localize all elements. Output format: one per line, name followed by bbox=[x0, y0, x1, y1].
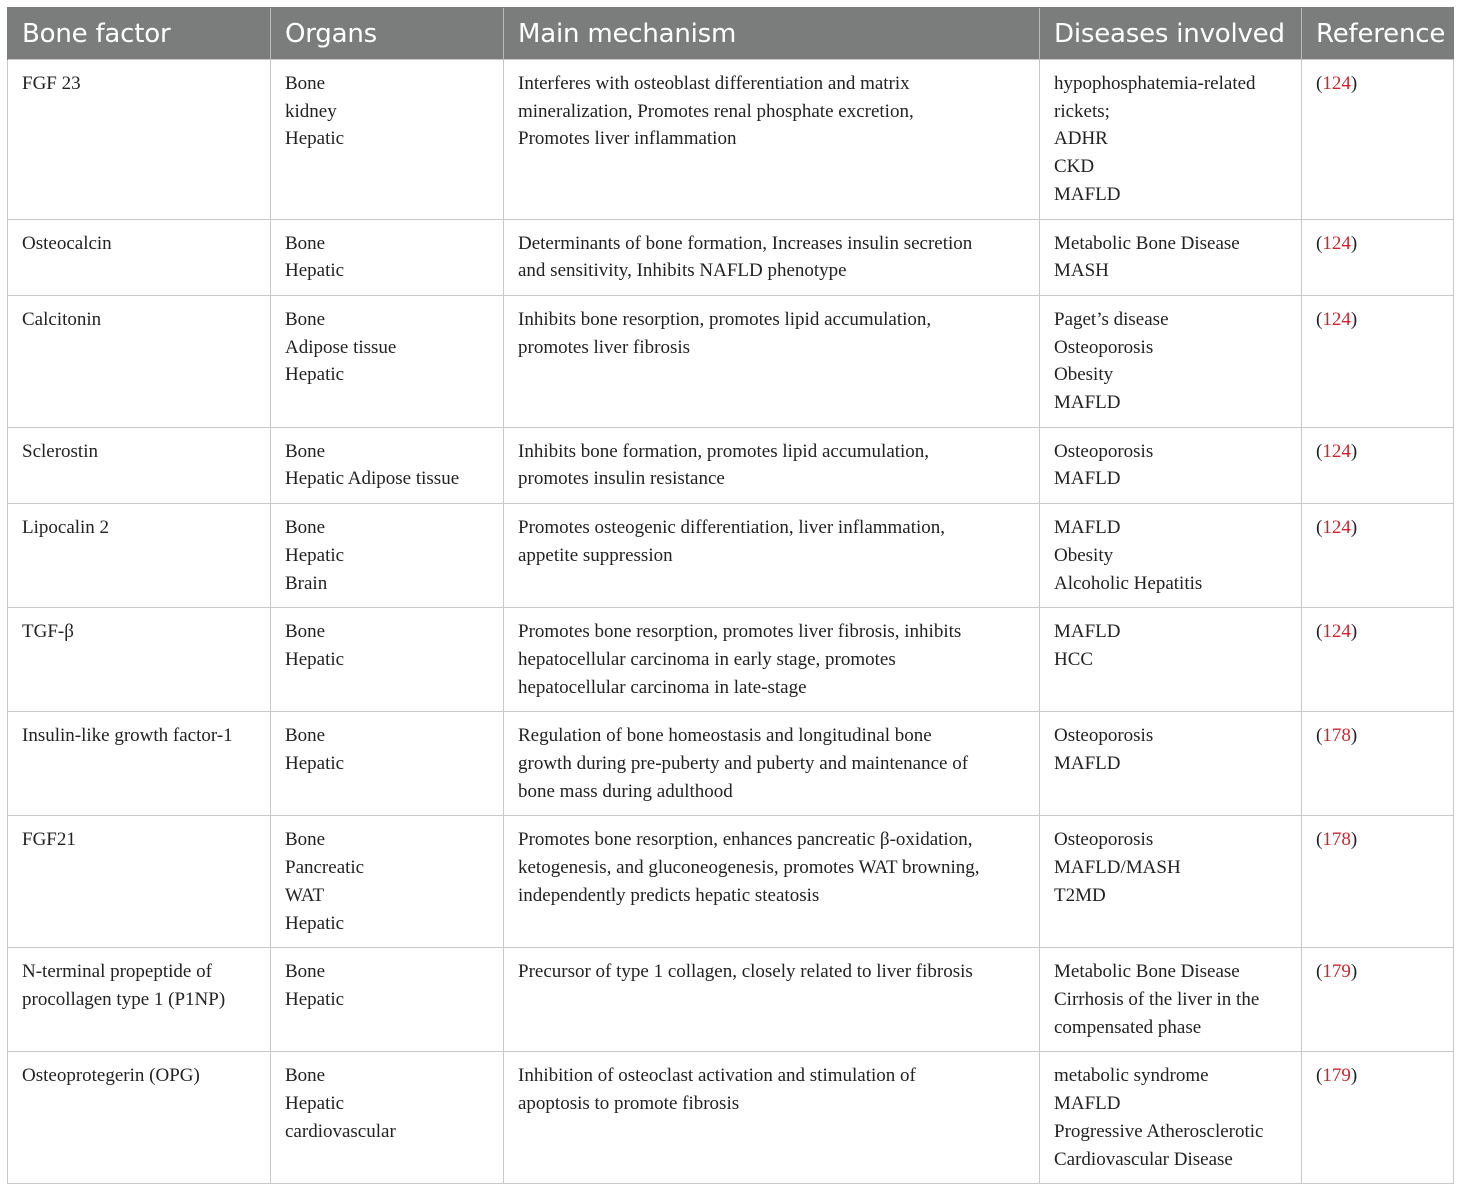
cell-main-mechanism bbox=[504, 816, 1040, 948]
reference-citation bbox=[1316, 725, 1357, 746]
table-row bbox=[8, 295, 1454, 427]
mechanism-line: Promotes liver inflammation bbox=[518, 128, 737, 150]
organ-item: Bone bbox=[285, 308, 326, 330]
bone-factor-name: FGF21 bbox=[22, 829, 76, 851]
mechanism-line: ketogenesis, and gluconeogenesis, promotes WAT browning, bbox=[518, 857, 980, 879]
bone-factor-name: TGF-β bbox=[22, 621, 74, 643]
header-main-mechanism: Main mechanism bbox=[504, 8, 1040, 60]
reference-open-paren: ( bbox=[1316, 440, 1323, 462]
disease-item: Osteoporosis bbox=[1054, 336, 1154, 358]
table-row bbox=[8, 608, 1454, 712]
organ-item: Bone bbox=[285, 517, 326, 539]
mechanism-line: promotes insulin resistance bbox=[518, 468, 725, 490]
mechanism-line: Precursor of type 1 collagen, closely related to liver fibrosis bbox=[518, 961, 973, 983]
reference-citation bbox=[1316, 73, 1357, 94]
reference-link[interactable]: 179 bbox=[1322, 961, 1351, 983]
disease-item: MAFLD bbox=[1054, 183, 1121, 205]
reference-citation bbox=[1316, 621, 1357, 642]
cell-main-mechanism bbox=[504, 1052, 1040, 1184]
header-organs: Organs bbox=[271, 8, 504, 60]
cell-bone-factor bbox=[8, 295, 271, 427]
mechanism-line: hepatocellular carcinoma in early stage, promotes bbox=[518, 648, 896, 670]
cell-bone-factor bbox=[8, 219, 271, 295]
organ-item: Adipose tissue bbox=[285, 336, 397, 358]
disease-item: Progressive Atherosclerotic bbox=[1054, 1120, 1264, 1142]
disease-item: HCC bbox=[1054, 648, 1094, 670]
reference-citation bbox=[1316, 309, 1357, 330]
cell-reference bbox=[1302, 427, 1454, 503]
reference-link[interactable]: 179 bbox=[1322, 1065, 1351, 1087]
disease-item: Alcoholic Hepatitis bbox=[1054, 572, 1203, 594]
reference-open-paren: ( bbox=[1316, 961, 1323, 983]
reference-link[interactable]: 124 bbox=[1322, 621, 1351, 643]
cell-main-mechanism bbox=[504, 948, 1040, 1052]
reference-close-paren: ) bbox=[1350, 232, 1358, 254]
cell-diseases-involved bbox=[1040, 295, 1302, 427]
cell-bone-factor bbox=[8, 948, 271, 1052]
header-row bbox=[8, 8, 1454, 60]
table-row bbox=[8, 219, 1454, 295]
organ-item: Hepatic bbox=[285, 988, 345, 1010]
mechanism-line: Interferes with osteoblast differentiation and matrix bbox=[518, 73, 910, 94]
reference-link[interactable]: 124 bbox=[1322, 517, 1351, 539]
reference-close-paren: ) bbox=[1350, 517, 1358, 539]
reference-citation bbox=[1316, 233, 1357, 254]
cell-bone-factor bbox=[8, 608, 271, 712]
header-bone-factor: Bone factor bbox=[8, 8, 271, 60]
cell-diseases-involved bbox=[1040, 219, 1302, 295]
reference-close-paren: ) bbox=[1350, 725, 1358, 747]
bone-factor-name: FGF 23 bbox=[22, 73, 81, 94]
cell-reference bbox=[1302, 712, 1454, 816]
mechanism-line: hepatocellular carcinoma in late-stage bbox=[518, 676, 807, 698]
reference-citation bbox=[1316, 829, 1357, 850]
reference-link[interactable]: 124 bbox=[1322, 232, 1351, 254]
mechanism-line: apoptosis to promote fibrosis bbox=[518, 1093, 740, 1115]
organ-item: Pancreatic bbox=[285, 857, 365, 879]
table-row bbox=[8, 1052, 1454, 1184]
disease-item: MAFLD bbox=[1054, 753, 1121, 775]
disease-item: Cirrhosis of the liver in the bbox=[1054, 988, 1260, 1010]
table-row bbox=[8, 948, 1454, 1052]
table-row bbox=[8, 712, 1454, 816]
cell-reference bbox=[1302, 1052, 1454, 1184]
mechanism-line: Determinants of bone formation, Increases insulin secretion bbox=[518, 232, 973, 254]
organ-item: Hepatic bbox=[285, 1093, 345, 1115]
mechanism-line: promotes liver fibrosis bbox=[518, 336, 691, 358]
cell-diseases-involved bbox=[1040, 712, 1302, 816]
disease-item: Osteoporosis bbox=[1054, 829, 1154, 851]
table-row bbox=[8, 60, 1454, 220]
organ-item: cardiovascular bbox=[285, 1120, 396, 1142]
reference-close-paren: ) bbox=[1350, 308, 1358, 330]
disease-item: Paget’s disease bbox=[1054, 308, 1169, 330]
cell-organs bbox=[271, 712, 504, 816]
cell-organs bbox=[271, 504, 504, 608]
cell-bone-factor bbox=[8, 712, 271, 816]
cell-reference bbox=[1302, 295, 1454, 427]
reference-close-paren: ) bbox=[1350, 621, 1358, 643]
reference-close-paren: ) bbox=[1350, 961, 1358, 983]
disease-item: compensated phase bbox=[1054, 1016, 1202, 1038]
cell-diseases-involved bbox=[1040, 608, 1302, 712]
reference-open-paren: ( bbox=[1316, 725, 1323, 747]
organ-item: kidney bbox=[285, 100, 337, 122]
reference-citation bbox=[1316, 961, 1357, 982]
organ-item: WAT bbox=[285, 884, 325, 906]
cell-main-mechanism bbox=[504, 60, 1040, 220]
disease-item: MAFLD bbox=[1054, 1093, 1121, 1115]
disease-item: Metabolic Bone Disease bbox=[1054, 961, 1240, 983]
table-row bbox=[8, 816, 1454, 948]
disease-item: Obesity bbox=[1054, 544, 1114, 566]
bone-factor-line: procollagen type 1 (P1NP) bbox=[22, 988, 226, 1010]
mechanism-line: Inhibits bone resorption, promotes lipid accumulation, bbox=[518, 308, 932, 330]
bone-factor-name: Osteocalcin bbox=[22, 232, 112, 254]
cell-main-mechanism bbox=[504, 504, 1040, 608]
reference-link[interactable]: 124 bbox=[1322, 73, 1351, 94]
table-body bbox=[8, 60, 1454, 1184]
cell-organs bbox=[271, 816, 504, 948]
organ-item: Hepatic bbox=[285, 128, 345, 150]
cell-main-mechanism bbox=[504, 608, 1040, 712]
cell-organs bbox=[271, 608, 504, 712]
disease-item: Osteoporosis bbox=[1054, 440, 1154, 462]
mechanism-line: mineralization, Promotes renal phosphate excretion, bbox=[518, 100, 914, 122]
organ-item: Hepatic bbox=[285, 260, 345, 282]
cell-reference bbox=[1302, 816, 1454, 948]
mechanism-line: Inhibition of osteoclast activation and stimulation of bbox=[518, 1065, 916, 1087]
organ-item: Hepatic bbox=[285, 912, 345, 934]
cell-reference bbox=[1302, 60, 1454, 220]
organ-item: Bone bbox=[285, 961, 326, 983]
cell-organs bbox=[271, 427, 504, 503]
reference-open-paren: ( bbox=[1316, 517, 1323, 539]
reference-open-paren: ( bbox=[1316, 308, 1323, 330]
disease-item: MAFLD/MASH bbox=[1054, 857, 1181, 879]
reference-open-paren: ( bbox=[1316, 829, 1323, 851]
disease-item: MAFLD bbox=[1054, 517, 1121, 539]
reference-close-paren: ) bbox=[1350, 440, 1358, 462]
reference-citation bbox=[1316, 1065, 1357, 1086]
disease-item: MASH bbox=[1054, 260, 1109, 282]
organ-item: Bone bbox=[285, 1065, 326, 1087]
reference-close-paren: ) bbox=[1350, 829, 1358, 851]
header-reference: Reference bbox=[1302, 8, 1454, 60]
cell-reference bbox=[1302, 948, 1454, 1052]
mechanism-line: and sensitivity, Inhibits NAFLD phenotype bbox=[518, 260, 847, 282]
cell-diseases-involved bbox=[1040, 427, 1302, 503]
organ-item: Bone bbox=[285, 232, 326, 254]
disease-item: MAFLD bbox=[1054, 392, 1121, 414]
cell-bone-factor bbox=[8, 816, 271, 948]
reference-citation bbox=[1316, 441, 1357, 462]
bone-factor-name: Calcitonin bbox=[22, 308, 102, 330]
cell-main-mechanism bbox=[504, 219, 1040, 295]
data-table-container bbox=[7, 7, 1453, 1184]
disease-item: ADHR bbox=[1054, 128, 1108, 150]
organ-item: Bone bbox=[285, 725, 326, 747]
reference-open-paren: ( bbox=[1316, 1065, 1323, 1087]
organ-item: Bone bbox=[285, 440, 326, 462]
bone-factor-table bbox=[7, 7, 1454, 1184]
disease-item: Cardiovascular Disease bbox=[1054, 1148, 1233, 1170]
cell-diseases-involved bbox=[1040, 1052, 1302, 1184]
mechanism-line: Promotes bone resorption, promotes liver fibrosis, inhibits bbox=[518, 621, 962, 643]
header-diseases-involved: Diseases involved bbox=[1040, 8, 1302, 60]
mechanism-line: Promotes osteogenic differentiation, liver inflammation, bbox=[518, 517, 946, 539]
reference-link[interactable]: 178 bbox=[1322, 725, 1351, 747]
mechanism-line: independently predicts hepatic steatosis bbox=[518, 884, 820, 906]
organ-item: Hepatic Adipose tissue bbox=[285, 468, 460, 490]
mechanism-line: Inhibits bone formation, promotes lipid accumulation, bbox=[518, 440, 930, 462]
disease-item: Osteoporosis bbox=[1054, 725, 1154, 747]
disease-item: hypophosphatemia-related bbox=[1054, 73, 1256, 94]
cell-reference bbox=[1302, 608, 1454, 712]
disease-item: rickets; bbox=[1054, 100, 1110, 122]
mechanism-line: appetite suppression bbox=[518, 544, 673, 566]
table-row bbox=[8, 504, 1454, 608]
cell-main-mechanism bbox=[504, 427, 1040, 503]
reference-citation bbox=[1316, 517, 1357, 538]
disease-item: MAFLD bbox=[1054, 468, 1121, 490]
cell-organs bbox=[271, 60, 504, 220]
table-header bbox=[8, 8, 1454, 60]
disease-item: T2MD bbox=[1054, 884, 1106, 906]
reference-link[interactable]: 124 bbox=[1322, 308, 1351, 330]
cell-organs bbox=[271, 948, 504, 1052]
organ-item: Bone bbox=[285, 73, 326, 94]
cell-diseases-involved bbox=[1040, 60, 1302, 220]
cell-diseases-involved bbox=[1040, 504, 1302, 608]
disease-item: Metabolic Bone Disease bbox=[1054, 232, 1240, 254]
cell-organs bbox=[271, 1052, 504, 1184]
cell-main-mechanism bbox=[504, 712, 1040, 816]
reference-link[interactable]: 124 bbox=[1322, 440, 1351, 462]
mechanism-line: Regulation of bone homeostasis and longitudinal bone bbox=[518, 725, 932, 747]
mechanism-line: Promotes bone resorption, enhances pancreatic β-oxidation, bbox=[518, 829, 973, 851]
cell-main-mechanism bbox=[504, 295, 1040, 427]
organ-item: Brain bbox=[285, 572, 328, 594]
table-row bbox=[8, 427, 1454, 503]
reference-close-paren: ) bbox=[1350, 1065, 1358, 1087]
organ-item: Bone bbox=[285, 829, 326, 851]
mechanism-line: bone mass during adulthood bbox=[518, 780, 733, 802]
cell-reference bbox=[1302, 504, 1454, 608]
cell-reference bbox=[1302, 219, 1454, 295]
cell-bone-factor bbox=[8, 427, 271, 503]
reference-open-paren: ( bbox=[1316, 73, 1323, 94]
organ-item: Hepatic bbox=[285, 648, 345, 670]
disease-item: Obesity bbox=[1054, 364, 1114, 386]
disease-item: CKD bbox=[1054, 156, 1095, 178]
cell-diseases-involved bbox=[1040, 816, 1302, 948]
bone-factor-line: N-terminal propeptide of bbox=[22, 961, 212, 983]
bone-factor-name: Osteoprotegerin (OPG) bbox=[22, 1065, 200, 1087]
cell-bone-factor bbox=[8, 504, 271, 608]
disease-item: metabolic syndrome bbox=[1054, 1065, 1209, 1087]
cell-diseases-involved bbox=[1040, 948, 1302, 1052]
cell-bone-factor bbox=[8, 1052, 271, 1184]
reference-open-paren: ( bbox=[1316, 621, 1323, 643]
organ-item: Hepatic bbox=[285, 364, 345, 386]
bone-factor-name: Sclerostin bbox=[22, 440, 98, 462]
cell-bone-factor bbox=[8, 60, 271, 220]
organ-item: Bone bbox=[285, 621, 326, 643]
bone-factor-name: Insulin-like growth factor-1 bbox=[22, 725, 233, 747]
bone-factor-name: Lipocalin 2 bbox=[22, 517, 110, 539]
organ-item: Hepatic bbox=[285, 544, 345, 566]
reference-link[interactable]: 178 bbox=[1322, 829, 1351, 851]
organ-item: Hepatic bbox=[285, 753, 345, 775]
reference-open-paren: ( bbox=[1316, 232, 1323, 254]
mechanism-line: growth during pre-puberty and puberty and maintenance of bbox=[518, 753, 969, 775]
cell-organs bbox=[271, 219, 504, 295]
disease-item: MAFLD bbox=[1054, 621, 1121, 643]
reference-close-paren: ) bbox=[1350, 73, 1358, 94]
cell-organs bbox=[271, 295, 504, 427]
